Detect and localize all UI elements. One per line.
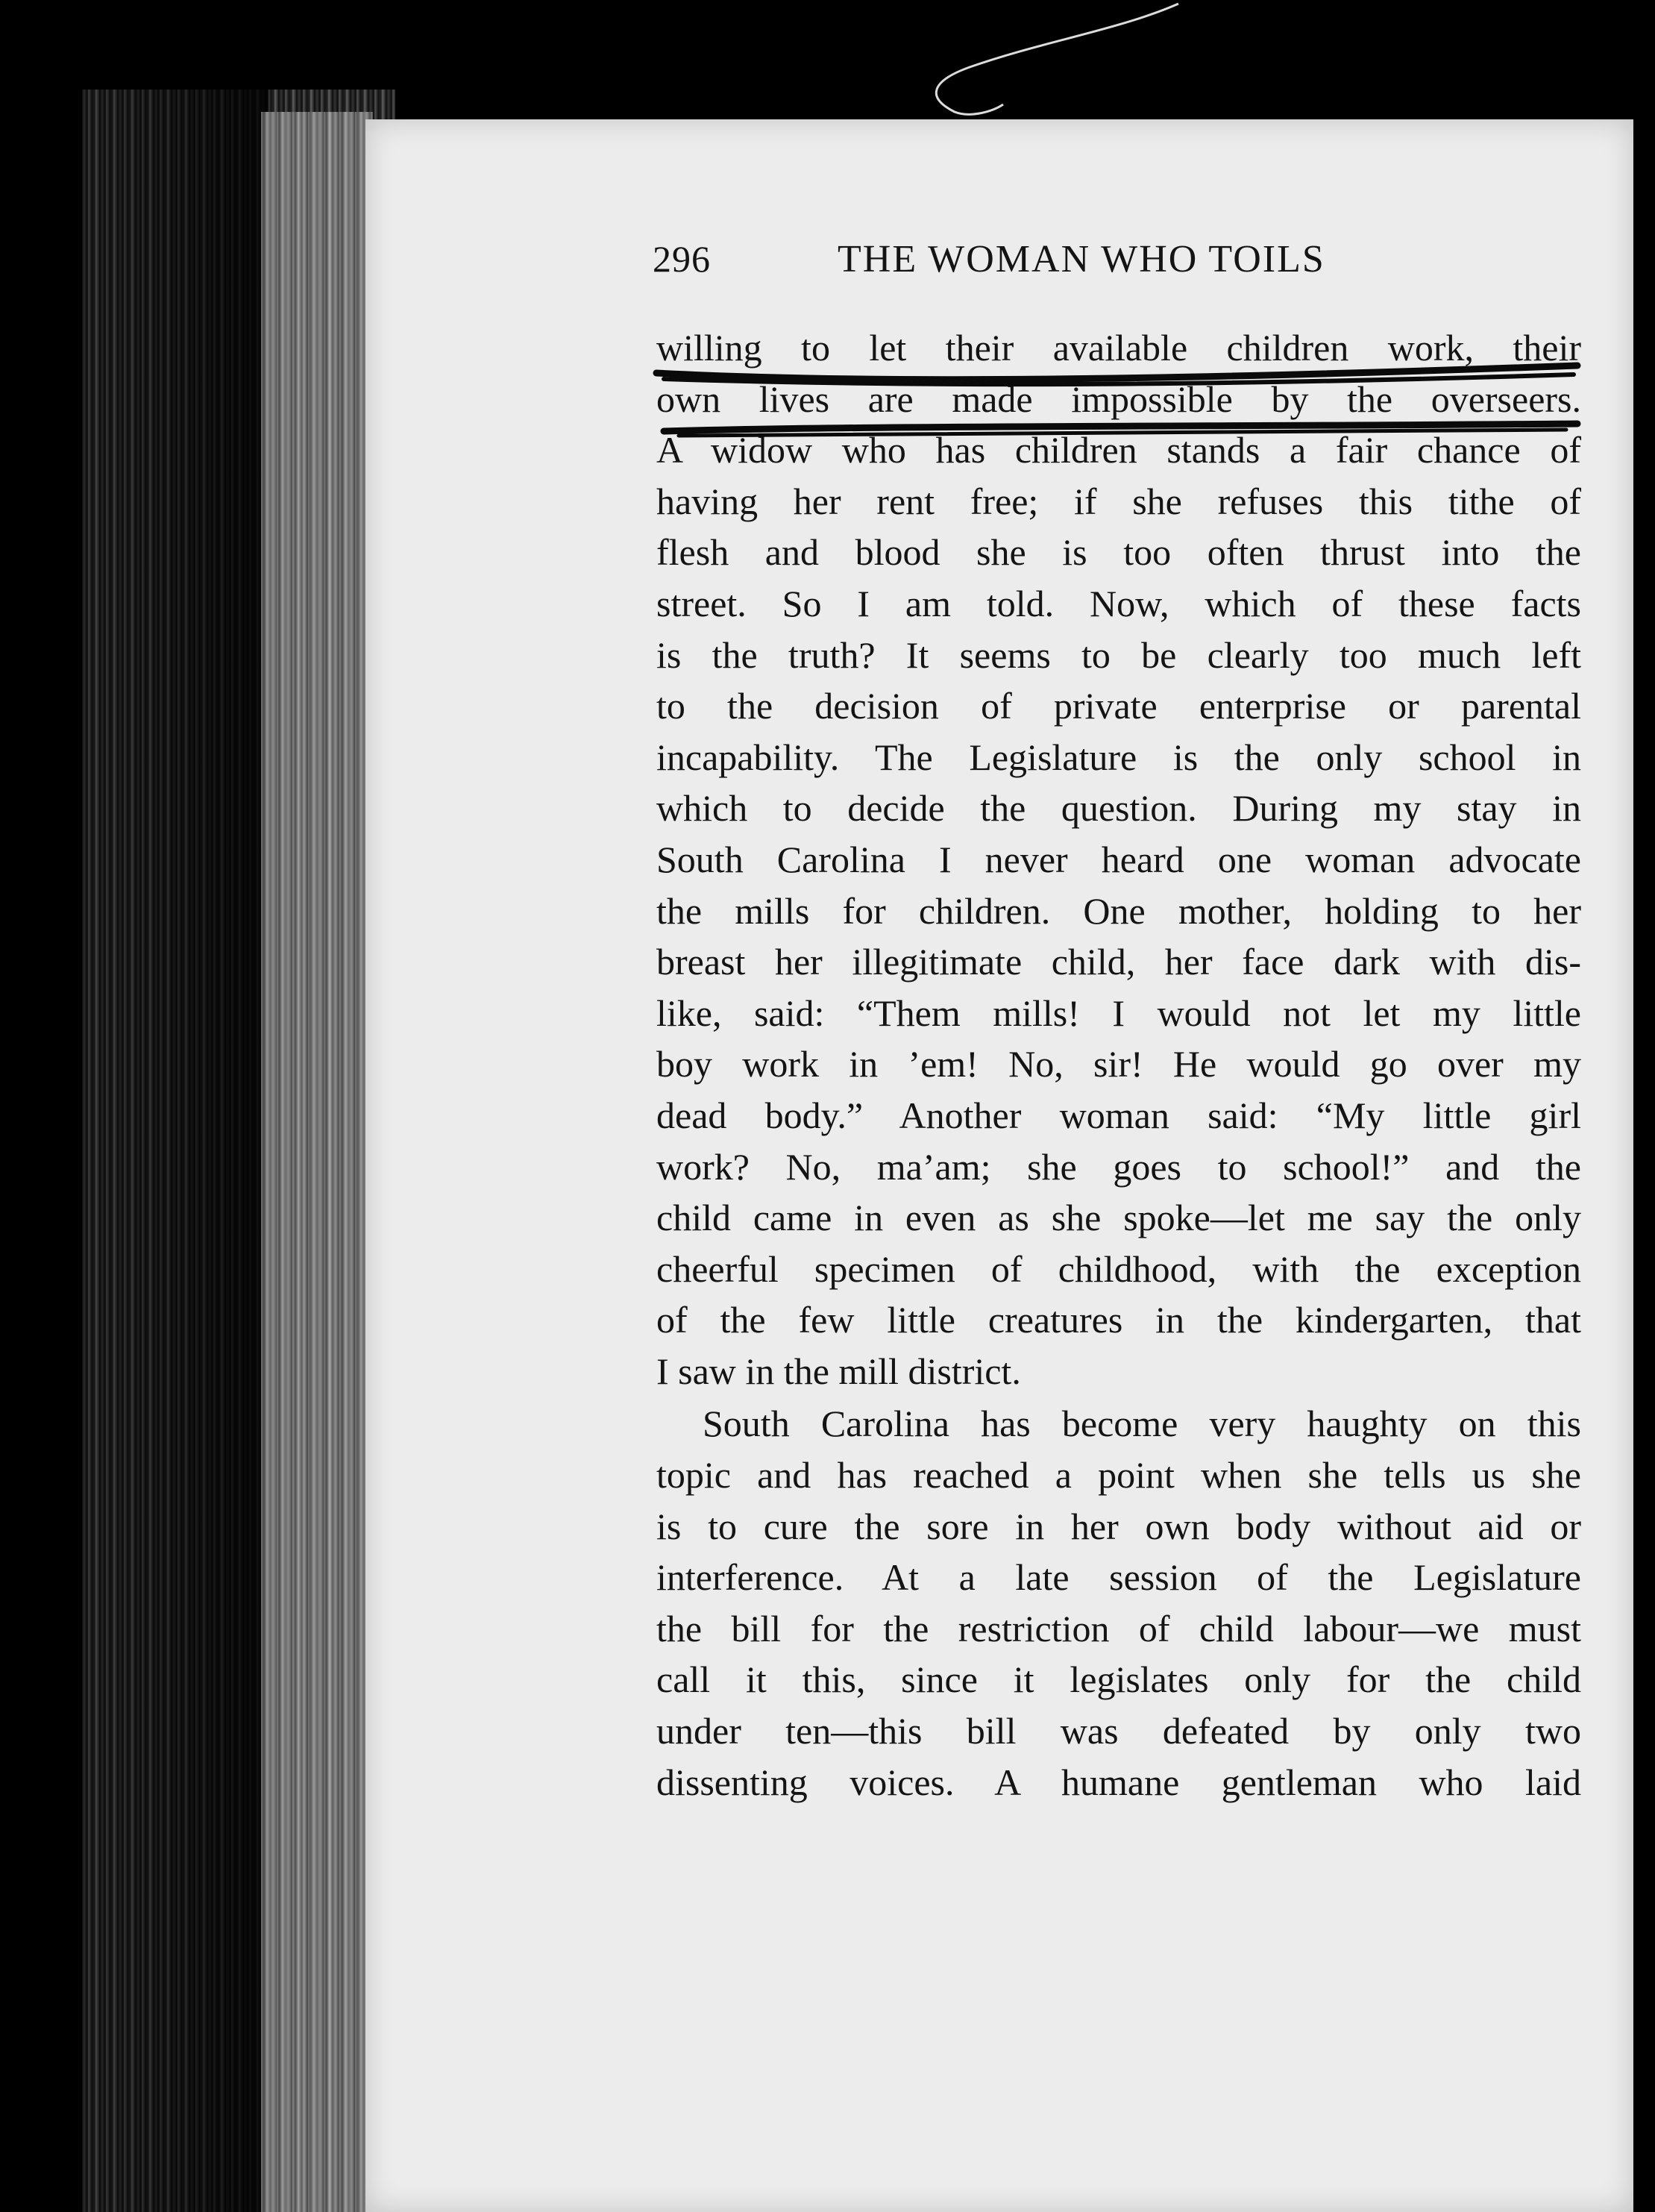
text-line: willing to let their available children work, their — [656, 327, 1581, 369]
text-line: work? No, ma’am; she goes to school!” and the — [656, 1145, 1581, 1188]
text-line: flesh and blood she is too often thrust into the — [656, 531, 1581, 574]
text-line: under ten—this bill was defeated by only two — [656, 1710, 1581, 1752]
text-line: of the few little creatures in the kindergarten, that — [656, 1299, 1581, 1341]
text-line: like, said: “Them mills! I would not let my little — [656, 991, 1581, 1034]
text-line: street. So I am told. Now, which of these facts — [656, 582, 1581, 624]
text-line: South Carolina has become very haughty on this — [703, 1403, 1581, 1445]
text-line: which to decide the question. During my stay in — [656, 787, 1581, 830]
text-line: A widow who has children stands a fair chance of — [656, 429, 1581, 471]
text-line: dead body.” Another woman said: “My little girl — [656, 1094, 1581, 1136]
text-line: cheerful specimen of childhood, with the exception — [656, 1247, 1581, 1290]
page-number: 296 — [653, 238, 711, 280]
text-line: having her rent free; if she refuses this tithe of — [656, 480, 1581, 522]
text-line: to the decision of private enterprise or parental — [656, 685, 1581, 727]
text-line: own lives are made impossible by the overseers. — [656, 377, 1581, 420]
stray-thread-mark — [873, 0, 1186, 119]
text-line: I saw in the mill district. — [656, 1350, 1021, 1392]
edge-shadow — [82, 90, 268, 2212]
text-line: the bill for the restriction of child labour—we must — [656, 1607, 1581, 1649]
text-line: is to cure the sore in her own body without aid or — [656, 1505, 1581, 1547]
text-line: boy work in ’em! No, sir! He would go over my — [656, 1043, 1581, 1085]
text-line: topic and has reached a point when she tells us she — [656, 1454, 1581, 1497]
page-header — [653, 237, 1577, 289]
text-line: interference. At a late session of the Legislature — [656, 1556, 1581, 1599]
body-text — [656, 322, 1581, 1808]
text-line: call it this, since it legislates only for the child — [656, 1658, 1581, 1701]
text-line: dissenting voices. A humane gentleman who laid — [656, 1761, 1581, 1803]
page-stack-edges — [261, 112, 373, 2212]
text-line: incapability. The Legislature is the only school in — [656, 736, 1581, 778]
text-line: South Carolina I never heard one woman advocate — [656, 838, 1581, 880]
text-line: the mills for children. One mother, holding to her — [656, 889, 1581, 932]
paragraph — [656, 1398, 1581, 1808]
running-head: THE WOMAN WHO TOILS — [838, 238, 1325, 281]
text-line: breast her illegitimate child, her face dark with dis- — [656, 941, 1581, 983]
text-line: child came in even as she spoke—let me say the only — [656, 1197, 1581, 1239]
text-line: is the truth? It seems to be clearly too much left — [656, 633, 1581, 676]
paragraph — [656, 322, 1581, 1397]
